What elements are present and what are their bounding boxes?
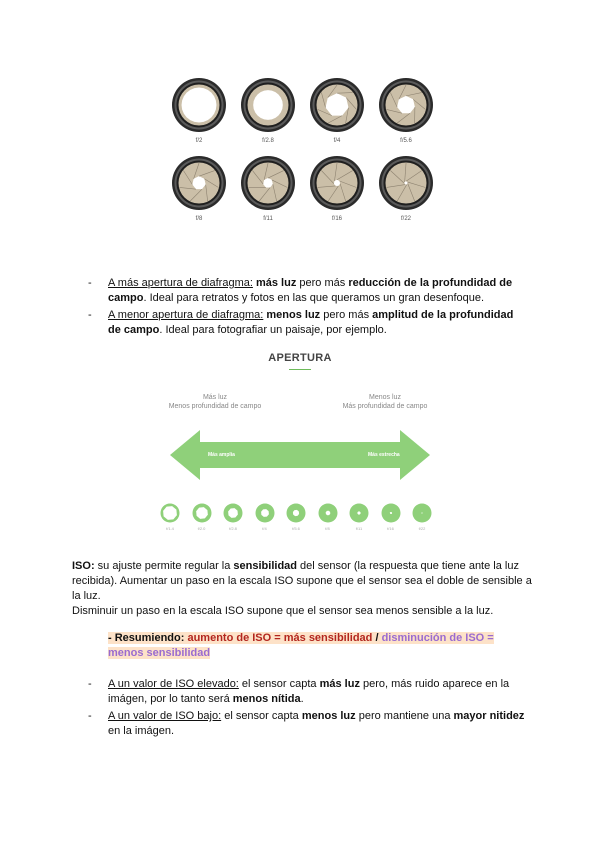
infographic-title: APERTURA (268, 352, 332, 364)
iris-icon (412, 503, 432, 523)
summary-separator: / (372, 632, 382, 644)
list-item (88, 677, 528, 707)
iris-icon (223, 503, 243, 523)
lens-label: f/16 (331, 216, 342, 222)
bullet-text: el sensor capta (238, 678, 320, 690)
summary-note (108, 631, 508, 661)
aperture-lens-icon (310, 78, 364, 132)
right-caption (320, 393, 450, 411)
bullet-text: pero, más ruido aparece en la imágen, por lo tanto será (108, 678, 510, 705)
lens-label: f/4 (333, 138, 341, 144)
list-item (88, 276, 528, 306)
iris-label: f/8 (325, 526, 330, 531)
bullet-bold: amplitud de la profundidad de campo (108, 309, 514, 336)
bullet-lead: A más apertura de diafragma: (108, 277, 253, 289)
aperture-lens-icon (379, 156, 433, 210)
bullet-bold: mayor nitidez (453, 710, 525, 722)
list-item (88, 709, 528, 739)
lens-label: f/11 (263, 216, 273, 222)
iso-text: su ajuste permite regular la (94, 560, 234, 572)
iris-label: f/22 (418, 526, 426, 531)
iris-icon (286, 503, 306, 523)
apertura-infographic (150, 348, 450, 538)
aperture-lens-grid (172, 78, 434, 228)
iso-bullet-list (88, 677, 528, 741)
iso-definition (72, 559, 532, 604)
iso-line2: Disminuir un paso en la escala ISO supone que el sensor sea menos sensible a la luz. (72, 605, 494, 617)
bullet-text: pero más (320, 309, 373, 321)
aperture-lens-icon (310, 156, 364, 210)
iris-icon (160, 503, 180, 523)
bullet-bold: menos nítida (232, 693, 301, 705)
summary-prefix: - Resumiendo: (108, 632, 185, 644)
aperture-lens-icon (379, 78, 433, 132)
bullet-dash: - (88, 678, 92, 690)
bullet-text: . Ideal para fotografiar un paisaje, por ejemplo. (159, 324, 387, 336)
iso-text: del sensor (la respuesta que tiene ante la luz recibida). Aumentar un paso en la escala ISO supone que el sensor sea el doble de sensible a la luz. (72, 560, 532, 602)
iris-icon (192, 503, 212, 523)
iris-icon (349, 503, 369, 523)
bullet-bold: reducción de la profundidad de campo (108, 277, 513, 304)
bullet-dash: - (88, 309, 92, 321)
iris-label: f/11 (355, 526, 363, 531)
arrow-label-left: Más amplia (208, 452, 235, 458)
summary-decrease: disminución de ISO = menos sensibilidad (108, 632, 494, 659)
left-subheading: Menos profundidad de campo (168, 403, 262, 410)
aperture-bullet-list (88, 276, 528, 340)
iris-label: f/1.4 (166, 526, 174, 531)
iris-label: f/5.6 (292, 526, 300, 531)
arrow-label-right: Más estrecha (368, 452, 400, 458)
iso-term: ISO: (72, 560, 95, 572)
lens-label: f/2 (195, 138, 203, 144)
bullet-text: . Ideal para retratos y fotos en las que queramos un gran desenfoque. (143, 292, 485, 304)
bullet-lead: A un valor de ISO bajo: (108, 710, 222, 722)
bullet-text: pero mantiene una (355, 710, 454, 722)
iris-icon (255, 503, 275, 523)
iso-paragraph (72, 559, 532, 619)
bullet-lead: A un valor de ISO elevado: (108, 678, 239, 690)
bullet-lead: A menor apertura de diafragma: (108, 309, 264, 321)
iris-label: f/4 (262, 526, 267, 531)
bullet-bold: menos luz (301, 710, 356, 722)
bullet-bold: menos luz (266, 309, 321, 321)
aperture-lens-icon (241, 156, 295, 210)
aperture-lens-icon (172, 156, 226, 210)
lens-label: f/5.6 (400, 138, 412, 144)
bullet-bold: más luz (255, 277, 297, 289)
bullet-text: pero más (296, 277, 349, 289)
bullet-dash: - (88, 277, 92, 289)
right-subheading: Más profundidad de campo (342, 403, 428, 410)
bullet-text: . (300, 693, 304, 705)
left-heading: Más luz (202, 394, 228, 401)
aperture-lens-icon (241, 78, 295, 132)
list-item (88, 308, 528, 338)
iris-label: f/2.8 (229, 526, 237, 531)
lens-label: f/2.8 (262, 138, 274, 144)
left-caption (150, 393, 280, 411)
bullet-text: el sensor capta (221, 710, 302, 722)
lens-label: f/22 (400, 216, 411, 222)
iso-bold: sensibilidad (233, 560, 297, 572)
iris-label: f/16 (387, 526, 394, 531)
iris-label: f/2.0 (197, 526, 206, 531)
lens-label: f/8 (195, 216, 203, 222)
bullet-dash: - (88, 710, 92, 722)
iris-icon (318, 503, 338, 523)
aperture-lens-icon (172, 78, 226, 132)
bullet-bold: más luz (319, 678, 360, 690)
bullet-text: en la imágen. (108, 725, 175, 737)
title-underline (289, 369, 311, 370)
summary-increase: aumento de ISO = más sensibilidad (187, 632, 373, 644)
iris-icon (381, 503, 401, 523)
right-heading: Menos luz (369, 394, 401, 401)
